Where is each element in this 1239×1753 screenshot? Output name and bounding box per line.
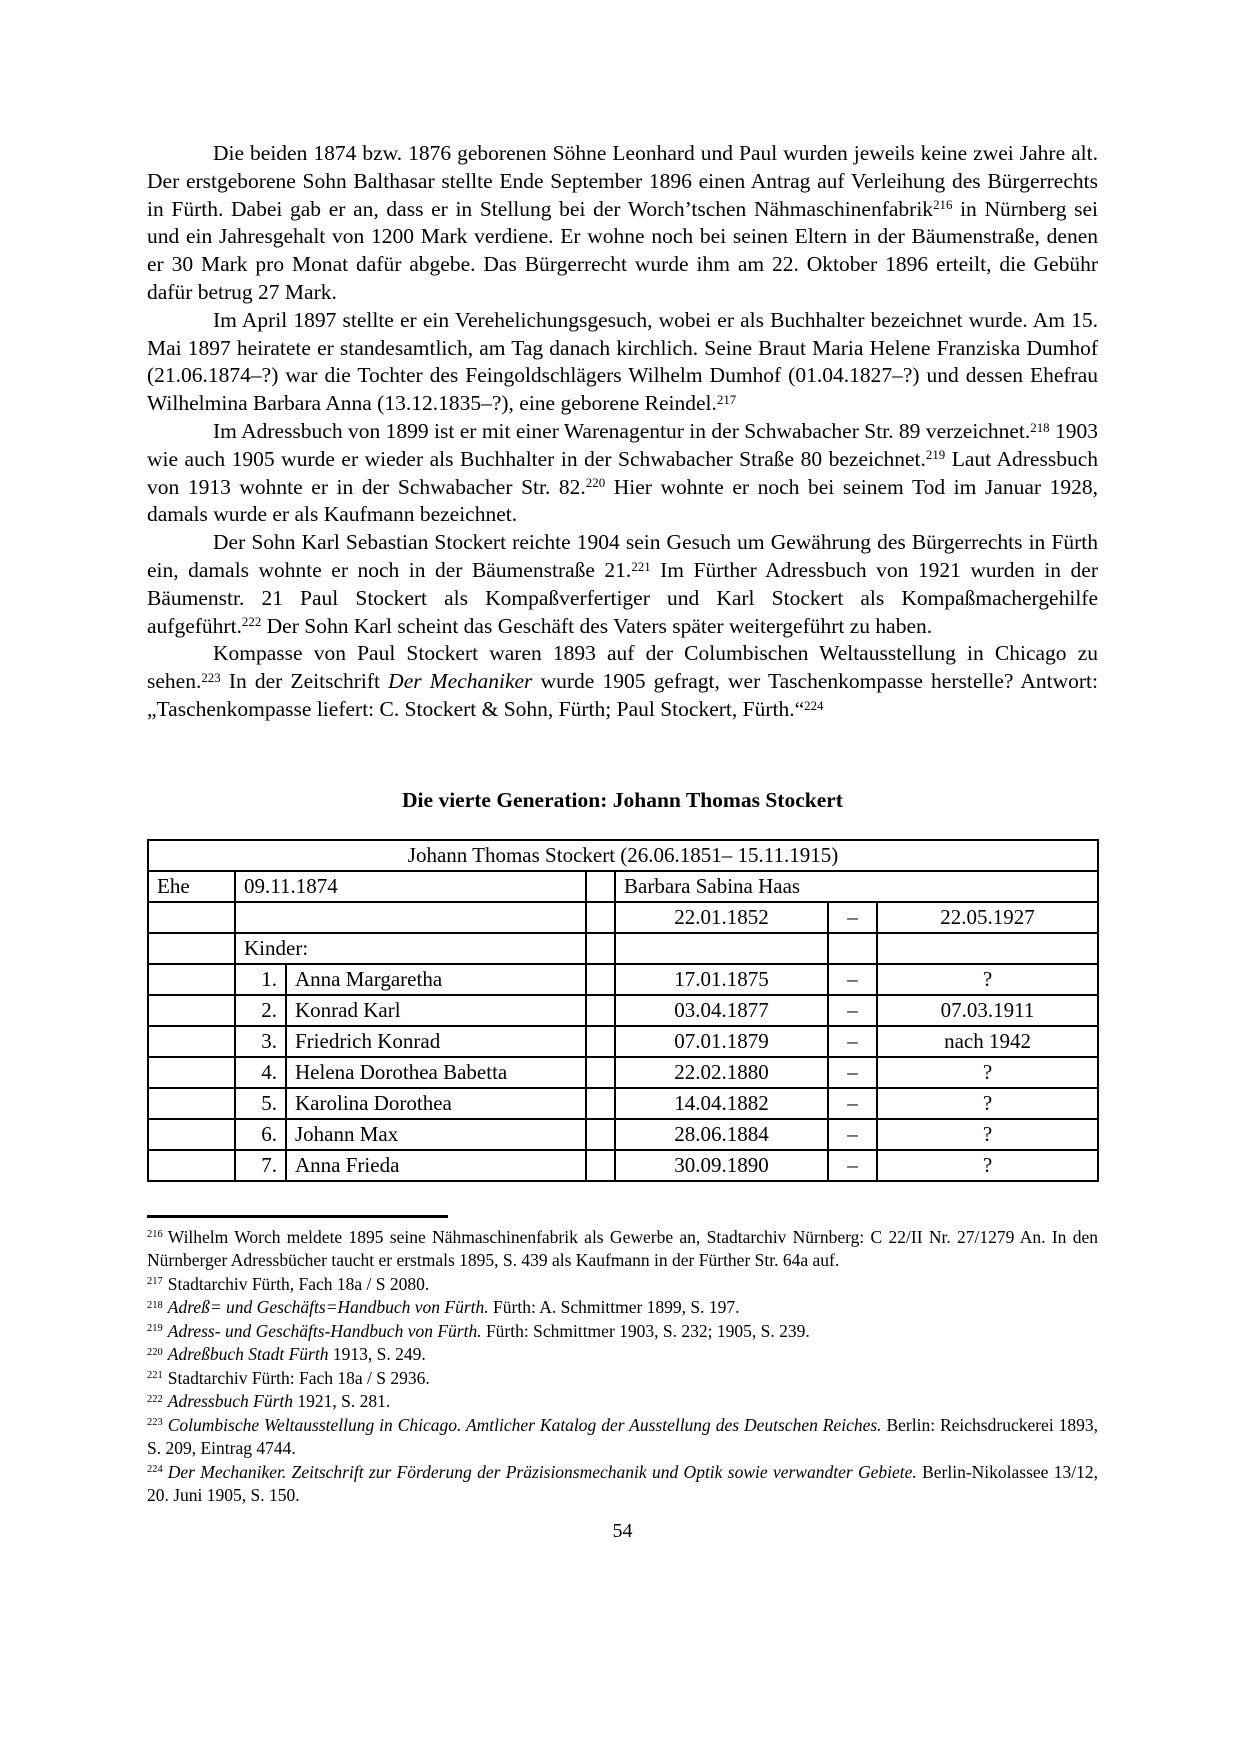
empty-cell — [877, 933, 1098, 964]
children-label-cell: Kinder: — [235, 933, 586, 964]
footnote-text — [168, 1321, 810, 1341]
spacer-cell — [586, 1057, 615, 1088]
footnote — [147, 1226, 1098, 1273]
paragraph — [147, 418, 1098, 529]
empty-cell — [148, 1088, 235, 1119]
child-name-cell: Helena Dorothea Babetta — [286, 1057, 586, 1088]
text-run: wurde 1905 gefragt, wer Taschenkompasse herstelle? Antwort: „Taschenkompasse liefert: C. Stockert & Sohn, Fürth; Paul Stockert, Fürth.“ — [147, 669, 1099, 721]
spacer-cell — [586, 933, 615, 964]
child-death-cell: ? — [877, 1119, 1098, 1150]
footnote-ref: 220 — [585, 476, 606, 491]
dash-cell: – — [828, 1119, 877, 1150]
marriage-date-cell: 09.11.1874 — [235, 871, 586, 902]
footnote-ref: 218 — [1030, 420, 1050, 435]
table-row — [148, 964, 1098, 995]
section-heading: Die vierte Generation: Johann Thomas Stockert — [402, 787, 843, 812]
family-table — [147, 839, 1099, 1182]
empty-cell — [148, 933, 235, 964]
footnote-text — [168, 1297, 740, 1317]
table-row — [148, 995, 1098, 1026]
dash-cell: – — [828, 1088, 877, 1119]
child-number-cell: 7. — [235, 1150, 286, 1181]
text-run: Der Mechaniker — [388, 669, 533, 694]
child-number-cell: 3. — [235, 1026, 286, 1057]
table-row — [148, 1088, 1098, 1119]
text-run: Der Sohn Karl Sebastian Stockert reichte 1904 sein Gesuch um Gewährung des Bürgerrechts in Fürth ein, damals wohnte er noch in der Bäumenstraße 21. — [147, 530, 1098, 582]
dash-cell: – — [828, 1026, 877, 1057]
spacer-cell — [586, 1150, 615, 1181]
footnote-ref: 221 — [631, 559, 651, 574]
text-run: Columbische Weltausstellung in Chicago. Amtlicher Katalog der Ausstellung des Deutschen Reiches. — [167, 1414, 882, 1435]
child-birth-cell: 17.01.1875 — [615, 964, 828, 995]
footnote-text — [147, 1415, 1098, 1459]
child-name-cell: Friedrich Konrad — [286, 1026, 586, 1057]
text-run: Hier wohnte er noch bei seinem Tod im Januar 1928, damals wurde er als Kaufmann bezeichnet. — [147, 474, 1098, 527]
empty-cell — [148, 1057, 235, 1088]
text-run: Fürth: Schmittmer 1903, S. 232; 1905, S. 239. — [481, 1320, 810, 1341]
text-run: Im Fürther Adressbuch von 1921 wurden in der Bäumenstr. 21 Paul Stockert als Kompaßverfertiger und Karl Stockert als Kompaßmachergehilfe aufgeführt. — [147, 557, 1098, 638]
text-run: In der Zeitschrift — [220, 669, 389, 694]
spacer-cell — [586, 1119, 615, 1150]
text-run: Kompasse von Paul Stockert waren 1893 auf der Columbischen Weltausstellung in Chicago zu sehen. — [147, 641, 1098, 694]
text-run: Adress- und Geschäfts-Handbuch von Fürth. — [167, 1320, 482, 1341]
spacer-cell — [586, 902, 615, 933]
footnote-ref: 219 — [925, 448, 946, 463]
footnote-ref: 224 — [804, 698, 824, 713]
footnote-text — [168, 1391, 390, 1411]
body-text — [147, 140, 1098, 724]
empty-cell — [235, 902, 586, 933]
child-number-cell: 6. — [235, 1119, 286, 1150]
empty-cell — [148, 1026, 235, 1057]
empty-cell — [828, 933, 877, 964]
footnote-text — [168, 1274, 430, 1294]
child-birth-cell: 30.09.1890 — [615, 1150, 828, 1181]
text-run: Berlin-Nikolassee 13/12, 20. Juni 1905, S. 150. — [147, 1461, 1098, 1506]
child-birth-cell: 14.04.1882 — [615, 1088, 828, 1119]
text-run: Adreßbuch Stadt Fürth — [167, 1344, 329, 1365]
child-name-cell: Anna Margaretha — [286, 964, 586, 995]
text-run: Der Mechaniker. Zeitschrift zur Förderung der Präzisionsmechanik und Optik sowie verwandter Gebiete. — [167, 1461, 917, 1482]
text-run: Stadtarchiv Fürth, Fach 18a / S 2080. — [167, 1273, 430, 1294]
spacer-cell — [586, 995, 615, 1026]
footnotes — [147, 1226, 1098, 1508]
child-death-cell: 07.03.1911 — [877, 995, 1098, 1026]
empty-cell — [615, 933, 828, 964]
paragraph — [147, 140, 1098, 307]
paragraph — [147, 640, 1098, 723]
child-death-cell: ? — [877, 1150, 1098, 1181]
spacer-cell — [586, 1088, 615, 1119]
footnote — [147, 1320, 1098, 1344]
paragraph — [147, 529, 1098, 640]
footnote — [147, 1343, 1098, 1367]
footnote — [147, 1461, 1098, 1508]
text-run: Wilhelm Worch meldete 1895 seine Nähmaschinenfabrik als Gewerbe an, Stadtarchiv Nürnberg: C 22/II Nr. 27/1279 An. In den Nürnberger Adressbücher taucht er erstmals 1895, S. 439 als Kaufmann in der Fürther Str. 64a auf. — [147, 1226, 1098, 1271]
child-birth-cell: 07.01.1879 — [615, 1026, 828, 1057]
footnote-ref: 216 — [933, 198, 953, 213]
text-run: Adressbuch Fürth — [167, 1391, 293, 1412]
page-number: 54 — [612, 1519, 633, 1542]
footnote — [147, 1273, 1098, 1297]
child-number-cell: 5. — [235, 1088, 286, 1119]
footnote-number: 217 — [147, 1276, 163, 1288]
dash-cell: – — [828, 1057, 877, 1088]
table-title-row — [148, 840, 1098, 871]
footnote-text — [147, 1462, 1098, 1506]
child-name-cell: Karolina Dorothea — [286, 1088, 586, 1119]
text-run: 1903 wie auch 1905 wurde er wieder als Buchhalter in der Schwabacher Straße 80 bezeichnet. — [147, 418, 1099, 471]
footnote — [147, 1367, 1098, 1391]
text-run: in Nürnberg sei und ein Jahresgehalt von 1200 Mark verdiene. Er wohne noch bei seinen Eltern in der Bäumenstraße, denen er 30 Mark pro Monat dafür abgebe. Das Bürgerrecht wurde ihm am 22. Oktober 1896 erteilt, die Gebühr dafür betrug 27 Mark. — [147, 196, 1098, 304]
text-run: Laut Adressbuch von 1913 wohnte er in der Schwabacher Str. 82. — [147, 446, 1098, 499]
child-name-cell: Johann Max — [286, 1119, 586, 1150]
footnote-text — [147, 1227, 1098, 1271]
marriage-label-cell: Ehe — [148, 871, 235, 902]
footnote-number: 220 — [147, 1346, 163, 1358]
text-run: Berlin: Reichsdruckerei 1893, S. 209, Eintrag 4744. — [147, 1414, 1098, 1459]
child-birth-cell: 22.02.1880 — [615, 1057, 828, 1088]
dash-cell: – — [828, 995, 877, 1026]
footnote-number: 221 — [147, 1370, 163, 1382]
spouse-name-cell: Barbara Sabina Haas — [615, 871, 1098, 902]
child-number-cell: 2. — [235, 995, 286, 1026]
empty-cell — [148, 1150, 235, 1181]
text-run: Stadtarchiv Fürth: Fach 18a / S 2936. — [167, 1367, 430, 1388]
text-run: Im April 1897 stellte er ein Verehelichungsgesuch, wobei er als Buchhalter bezeichnet wurde. Am 15. Mai 1897 heiratete er standesamtlich, am Tag danach kirchlich. Seine Braut Maria Helene Franziska Dumhof (21.06.1874–?) war die Tochter des Feingoldschlägers Wilhelm Dumhof (01.04.1827–?) und dessen Ehefrau Wilhelmina Barbara Anna (13.12.1835–?), eine geborene Reindel. — [147, 307, 1098, 416]
empty-cell — [148, 902, 235, 933]
child-name-cell: Konrad Karl — [286, 995, 586, 1026]
dash-cell: – — [828, 1150, 877, 1181]
spouse-death-cell: 22.05.1927 — [877, 902, 1098, 933]
footnote-number: 218 — [147, 1299, 163, 1311]
table-row — [148, 1119, 1098, 1150]
table-row — [148, 1057, 1098, 1088]
footnote-text — [168, 1344, 426, 1364]
empty-cell — [148, 1119, 235, 1150]
child-name-cell: Anna Frieda — [286, 1150, 586, 1181]
marriage-row — [148, 871, 1098, 902]
text-run: Adreß= und Geschäfts=Handbuch von Fürth. — [167, 1297, 489, 1318]
spacer-cell — [586, 964, 615, 995]
footnote-number: 223 — [147, 1417, 163, 1429]
children-rows — [148, 964, 1098, 1181]
footnote-text — [168, 1368, 430, 1388]
text-run: 1913, S. 249. — [328, 1344, 426, 1365]
footnote-number: 216 — [147, 1229, 163, 1241]
table-title-cell: Johann Thomas Stockert (26.06.1851– 15.11.1915) — [148, 840, 1098, 871]
child-death-cell: ? — [877, 964, 1098, 995]
children-label-row — [148, 933, 1098, 964]
text-run: Der Sohn Karl scheint das Geschäft des Vaters später weitergeführt zu haben. — [261, 613, 933, 638]
dash-cell: – — [828, 902, 877, 933]
footnote-number: 219 — [147, 1323, 163, 1335]
child-death-cell: nach 1942 — [877, 1026, 1098, 1057]
footnote — [147, 1414, 1098, 1461]
child-death-cell: ? — [877, 1057, 1098, 1088]
footnote-number: 222 — [147, 1393, 163, 1405]
child-number-cell: 1. — [235, 964, 286, 995]
text-run: 1921, S. 281. — [293, 1391, 391, 1412]
footnote-ref: 222 — [241, 615, 262, 630]
text-run: Die beiden 1874 bzw. 1876 geborenen Söhne Leonhard und Paul wurden jeweils keine zwei Jahre alt. Der erstgeborene Sohn Balthasar stellte Ende September 1896 einen Antrag auf Verleihung des Bürgerrechts in Fürth. Dabei gab er an, dass er in Stellung bei der Worch’tschen Nähmaschinenfabrik — [147, 141, 1098, 221]
empty-cell — [148, 995, 235, 1026]
empty-cell — [148, 964, 235, 995]
spacer-cell — [586, 871, 615, 902]
footnote — [147, 1296, 1098, 1320]
table-row — [148, 1150, 1098, 1181]
child-birth-cell: 03.04.1877 — [615, 995, 828, 1026]
text-run: Im Adressbuch von 1899 ist er mit einer Warenagentur in der Schwabacher Str. 89 verzeichnet. — [213, 418, 1031, 443]
dash-cell: – — [828, 964, 877, 995]
footnote-ref: 217 — [716, 392, 737, 407]
footnote-ref: 223 — [201, 670, 221, 685]
child-death-cell: ? — [877, 1088, 1098, 1119]
spouse-birth-cell: 22.01.1852 — [615, 902, 828, 933]
footnote-number: 224 — [147, 1464, 163, 1476]
paragraph — [147, 307, 1098, 418]
child-number-cell: 4. — [235, 1057, 286, 1088]
spouse-dates-row — [148, 902, 1098, 933]
table-row — [148, 1026, 1098, 1057]
spacer-cell — [586, 1026, 615, 1057]
footnote-separator — [147, 1215, 448, 1218]
child-birth-cell: 28.06.1884 — [615, 1119, 828, 1150]
footnote — [147, 1390, 1098, 1414]
text-run: Fürth: A. Schmittmer 1899, S. 197. — [488, 1297, 740, 1318]
